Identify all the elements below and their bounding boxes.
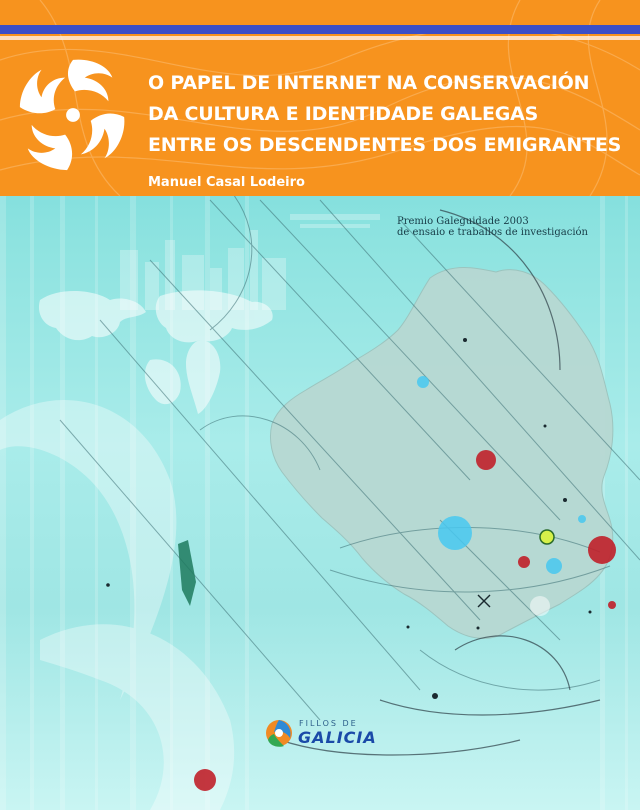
publisher-top-text: FILLOS DE	[299, 719, 358, 728]
publisher-wordmark: GALICIA	[298, 728, 377, 747]
title-line: ENTRE OS DESCENDENTES DOS EMIGRANTES	[148, 134, 622, 156]
title-line: DA CULTURA E IDENTIDADE GALEGAS	[148, 103, 539, 125]
award-notice	[397, 216, 588, 238]
top-blue-stripe	[0, 25, 640, 34]
publisher-logo	[262, 716, 382, 752]
top-light-stripe	[0, 36, 640, 40]
world-map	[39, 290, 273, 414]
galicia-map	[270, 268, 612, 639]
title-band	[0, 0, 640, 196]
book-title	[148, 68, 621, 161]
green-shard	[178, 540, 196, 606]
author-name: Manuel Casal Lodeiro	[148, 175, 305, 190]
award-line: de ensaio e traballos de investigación	[397, 227, 588, 238]
award-line: Premio Galeguidade 2003	[397, 216, 529, 227]
emblem-swirl-icon	[14, 56, 132, 174]
title-line: O PAPEL DE INTERNET NA CONSERVACIÓN	[148, 72, 590, 94]
light-ribbons	[0, 400, 234, 810]
fillos-de-galicia-logo-icon	[262, 716, 296, 750]
